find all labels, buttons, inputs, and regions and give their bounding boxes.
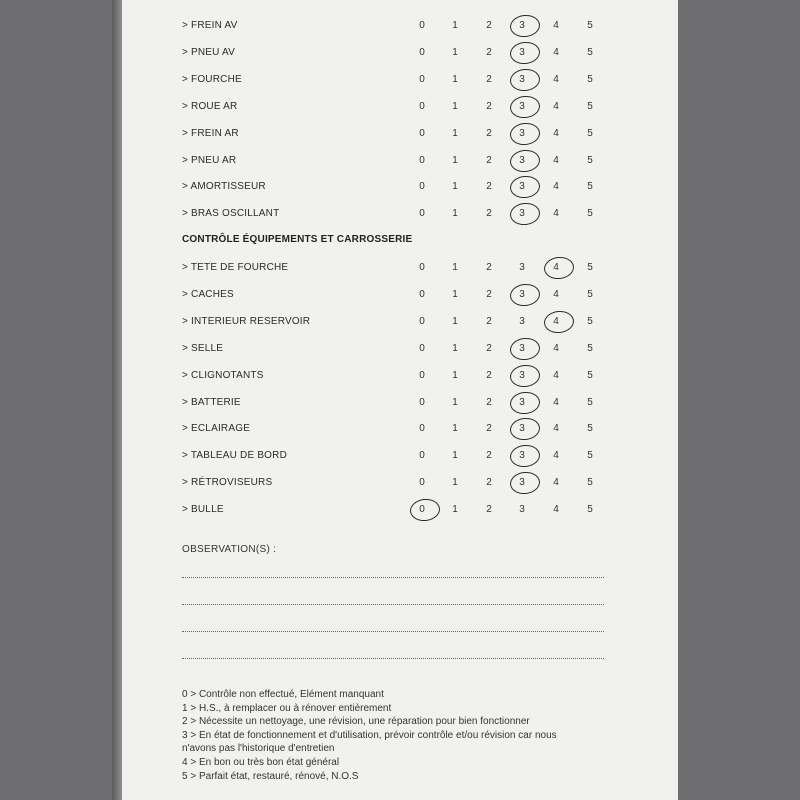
score-option: 0 xyxy=(419,450,425,462)
row-label: > AMORTISSEUR xyxy=(182,181,266,193)
section-title: CONTRÔLE ÉQUIPEMENTS ET CARROSSERIE xyxy=(182,234,413,245)
score-option: 2 xyxy=(486,181,492,193)
score-option: 4 xyxy=(553,127,559,139)
row-label: > PNEU AR xyxy=(182,154,237,166)
observation-line[interactable] xyxy=(182,604,604,605)
score-selected: 3 xyxy=(512,128,532,139)
score-option: 1 xyxy=(452,288,458,300)
score-selected: 3 xyxy=(512,343,532,354)
score-option: 3 xyxy=(519,262,525,273)
score-option: 0 xyxy=(419,181,425,193)
checklist-row xyxy=(122,98,678,118)
row-label: > TETE DE FOURCHE xyxy=(182,262,289,273)
checklist-row xyxy=(122,286,678,306)
score-option: 2 xyxy=(486,46,492,58)
score-option: 0 xyxy=(419,73,425,85)
score-option: 1 xyxy=(452,315,458,327)
score-option: 1 xyxy=(452,450,458,462)
checklist-row xyxy=(122,474,678,494)
checklist-row xyxy=(122,447,678,467)
score-option: 5 xyxy=(587,208,593,220)
row-label: > RÉTROVISEURS xyxy=(182,477,273,489)
checklist-row xyxy=(122,152,678,172)
score-option: 2 xyxy=(486,208,492,220)
score-option: 1 xyxy=(452,396,458,408)
score-option: 1 xyxy=(452,154,458,166)
row-label: > ECLAIRAGE xyxy=(182,423,251,435)
score-option: 4 xyxy=(553,100,559,112)
score-option: 1 xyxy=(452,208,458,220)
score-selected: 3 xyxy=(512,181,532,192)
score-option: 4 xyxy=(553,423,559,435)
score-option: 2 xyxy=(486,342,492,354)
score-option: 5 xyxy=(587,423,593,435)
score-option: 1 xyxy=(452,20,458,31)
score-option: 3 xyxy=(519,315,525,327)
score-option: 4 xyxy=(553,369,559,381)
score-option: 1 xyxy=(452,100,458,112)
score-option: 5 xyxy=(587,100,593,112)
score-option: 4 xyxy=(553,477,559,489)
score-option: 4 xyxy=(553,208,559,220)
score-option: 1 xyxy=(452,127,458,139)
observations-title: OBSERVATION(S) : xyxy=(182,544,277,555)
score-option: 5 xyxy=(587,20,593,31)
score-option: 5 xyxy=(587,288,593,300)
score-option: 0 xyxy=(419,127,425,139)
score-selected: 3 xyxy=(512,20,532,31)
inspection-sheet xyxy=(122,0,678,800)
score-option: 0 xyxy=(419,208,425,220)
score-option: 2 xyxy=(486,423,492,435)
checklist-row xyxy=(122,205,678,225)
row-label: > BRAS OSCILLANT xyxy=(182,208,280,220)
score-selected: 3 xyxy=(512,397,532,408)
score-option: 1 xyxy=(452,504,458,516)
score-option: 5 xyxy=(587,181,593,193)
score-option: 5 xyxy=(587,504,593,516)
score-selected: 3 xyxy=(512,208,532,219)
score-selected: 3 xyxy=(512,47,532,58)
row-label: > CLIGNOTANTS xyxy=(182,369,264,381)
score-option: 0 xyxy=(419,477,425,489)
score-option: 5 xyxy=(587,262,593,273)
score-option: 2 xyxy=(486,504,492,516)
score-option: 0 xyxy=(419,20,425,31)
score-option: 0 xyxy=(419,100,425,112)
score-option: 2 xyxy=(486,262,492,273)
score-option: 4 xyxy=(553,396,559,408)
score-option: 4 xyxy=(553,504,559,516)
score-selected: 3 xyxy=(512,450,532,461)
score-option: 2 xyxy=(486,100,492,112)
observation-line[interactable] xyxy=(182,631,604,632)
score-option: 4 xyxy=(553,20,559,31)
checklist-row xyxy=(122,340,678,360)
score-option: 1 xyxy=(452,477,458,489)
score-selected: 3 xyxy=(512,477,532,488)
score-option: 0 xyxy=(419,396,425,408)
observation-line[interactable] xyxy=(182,577,604,578)
legend-line: 5 > Parfait état, restauré, rénové, N.O.S xyxy=(182,770,359,782)
score-option: 5 xyxy=(587,46,593,58)
score-selected: 3 xyxy=(512,101,532,112)
score-selected: 3 xyxy=(512,155,532,166)
score-option: 3 xyxy=(519,504,525,516)
score-option: 4 xyxy=(553,154,559,166)
row-label: > FREIN AV xyxy=(182,20,238,31)
score-option: 2 xyxy=(486,127,492,139)
checklist-row xyxy=(122,17,678,37)
row-label: > TABLEAU DE BORD xyxy=(182,450,288,462)
row-label: > FREIN AR xyxy=(182,127,239,139)
legend-line: 2 > Nécessite un nettoyage, une révision, une réparation pour bien fonctionner xyxy=(182,716,530,728)
score-option: 0 xyxy=(419,342,425,354)
score-option: 2 xyxy=(486,73,492,85)
score-option: 5 xyxy=(587,73,593,85)
score-option: 0 xyxy=(419,154,425,166)
score-option: 4 xyxy=(553,181,559,193)
score-option: 0 xyxy=(419,423,425,435)
rating-legend xyxy=(182,688,622,783)
row-label: > CACHES xyxy=(182,288,234,300)
score-option: 4 xyxy=(553,288,559,300)
score-option: 0 xyxy=(419,46,425,58)
score-option: 5 xyxy=(587,154,593,166)
checklist-row xyxy=(122,420,678,440)
score-option: 1 xyxy=(452,46,458,58)
row-label: > BULLE xyxy=(182,504,224,516)
legend-line: 0 > Contrôle non effectué, Elément manquant xyxy=(182,689,384,700)
row-label: > FOURCHE xyxy=(182,73,242,85)
score-option: 5 xyxy=(587,342,593,354)
checklist-row xyxy=(122,367,678,387)
checklist-row xyxy=(122,259,678,279)
checklist-row xyxy=(122,44,678,64)
score-option: 2 xyxy=(486,396,492,408)
score-option: 1 xyxy=(452,342,458,354)
score-option: 0 xyxy=(419,369,425,381)
row-label: > PNEU AV xyxy=(182,46,236,58)
checklist-row xyxy=(122,313,678,333)
score-option: 2 xyxy=(486,315,492,327)
score-option: 1 xyxy=(452,369,458,381)
score-option: 1 xyxy=(452,73,458,85)
score-selected: 3 xyxy=(512,370,532,381)
score-option: 2 xyxy=(486,450,492,462)
score-option: 0 xyxy=(419,315,425,327)
score-option: 0 xyxy=(419,262,425,273)
row-label: > INTERIEUR RESERVOIR xyxy=(182,315,311,327)
score-option: 2 xyxy=(486,154,492,166)
score-option: 5 xyxy=(587,477,593,489)
score-option: 5 xyxy=(587,127,593,139)
checklist-row xyxy=(122,125,678,145)
score-selected: 4 xyxy=(546,262,566,273)
score-selected: 4 xyxy=(546,316,566,327)
observation-line[interactable] xyxy=(182,658,604,659)
row-label: > BATTERIE xyxy=(182,396,241,408)
score-option: 5 xyxy=(587,315,593,327)
score-option: 5 xyxy=(587,450,593,462)
legend-line: 3 > En état de fonctionnement et d'utilisation, prévoir contrôle et/ou révision car nous xyxy=(182,729,557,741)
score-option: 4 xyxy=(553,46,559,58)
score-option: 4 xyxy=(553,342,559,354)
legend-line: 1 > H.S., à remplacer ou à rénover entièrement xyxy=(182,702,392,714)
score-option: 2 xyxy=(486,369,492,381)
score-option: 2 xyxy=(486,477,492,489)
score-option: 1 xyxy=(452,423,458,435)
legend-line: n'avons pas l'historique d'entretien xyxy=(182,743,335,755)
score-selected: 3 xyxy=(512,423,532,434)
row-label: > SELLE xyxy=(182,342,224,354)
score-option: 5 xyxy=(587,396,593,408)
checklist-row xyxy=(122,394,678,414)
score-selected: 3 xyxy=(512,74,532,85)
legend-line: 4 > En bon ou très bon état général xyxy=(182,756,340,768)
row-label: > ROUE AR xyxy=(182,100,238,112)
score-option: 5 xyxy=(587,369,593,381)
score-selected: 3 xyxy=(512,289,532,300)
checklist-row xyxy=(122,71,678,91)
score-option: 2 xyxy=(486,288,492,300)
score-selected: 0 xyxy=(412,504,432,515)
score-option: 2 xyxy=(486,20,492,31)
score-option: 1 xyxy=(452,181,458,193)
checklist-row xyxy=(122,178,678,198)
score-option: 4 xyxy=(553,73,559,85)
score-option: 1 xyxy=(452,262,458,273)
score-option: 0 xyxy=(419,288,425,300)
score-option: 4 xyxy=(553,450,559,462)
checklist-row xyxy=(122,501,678,521)
